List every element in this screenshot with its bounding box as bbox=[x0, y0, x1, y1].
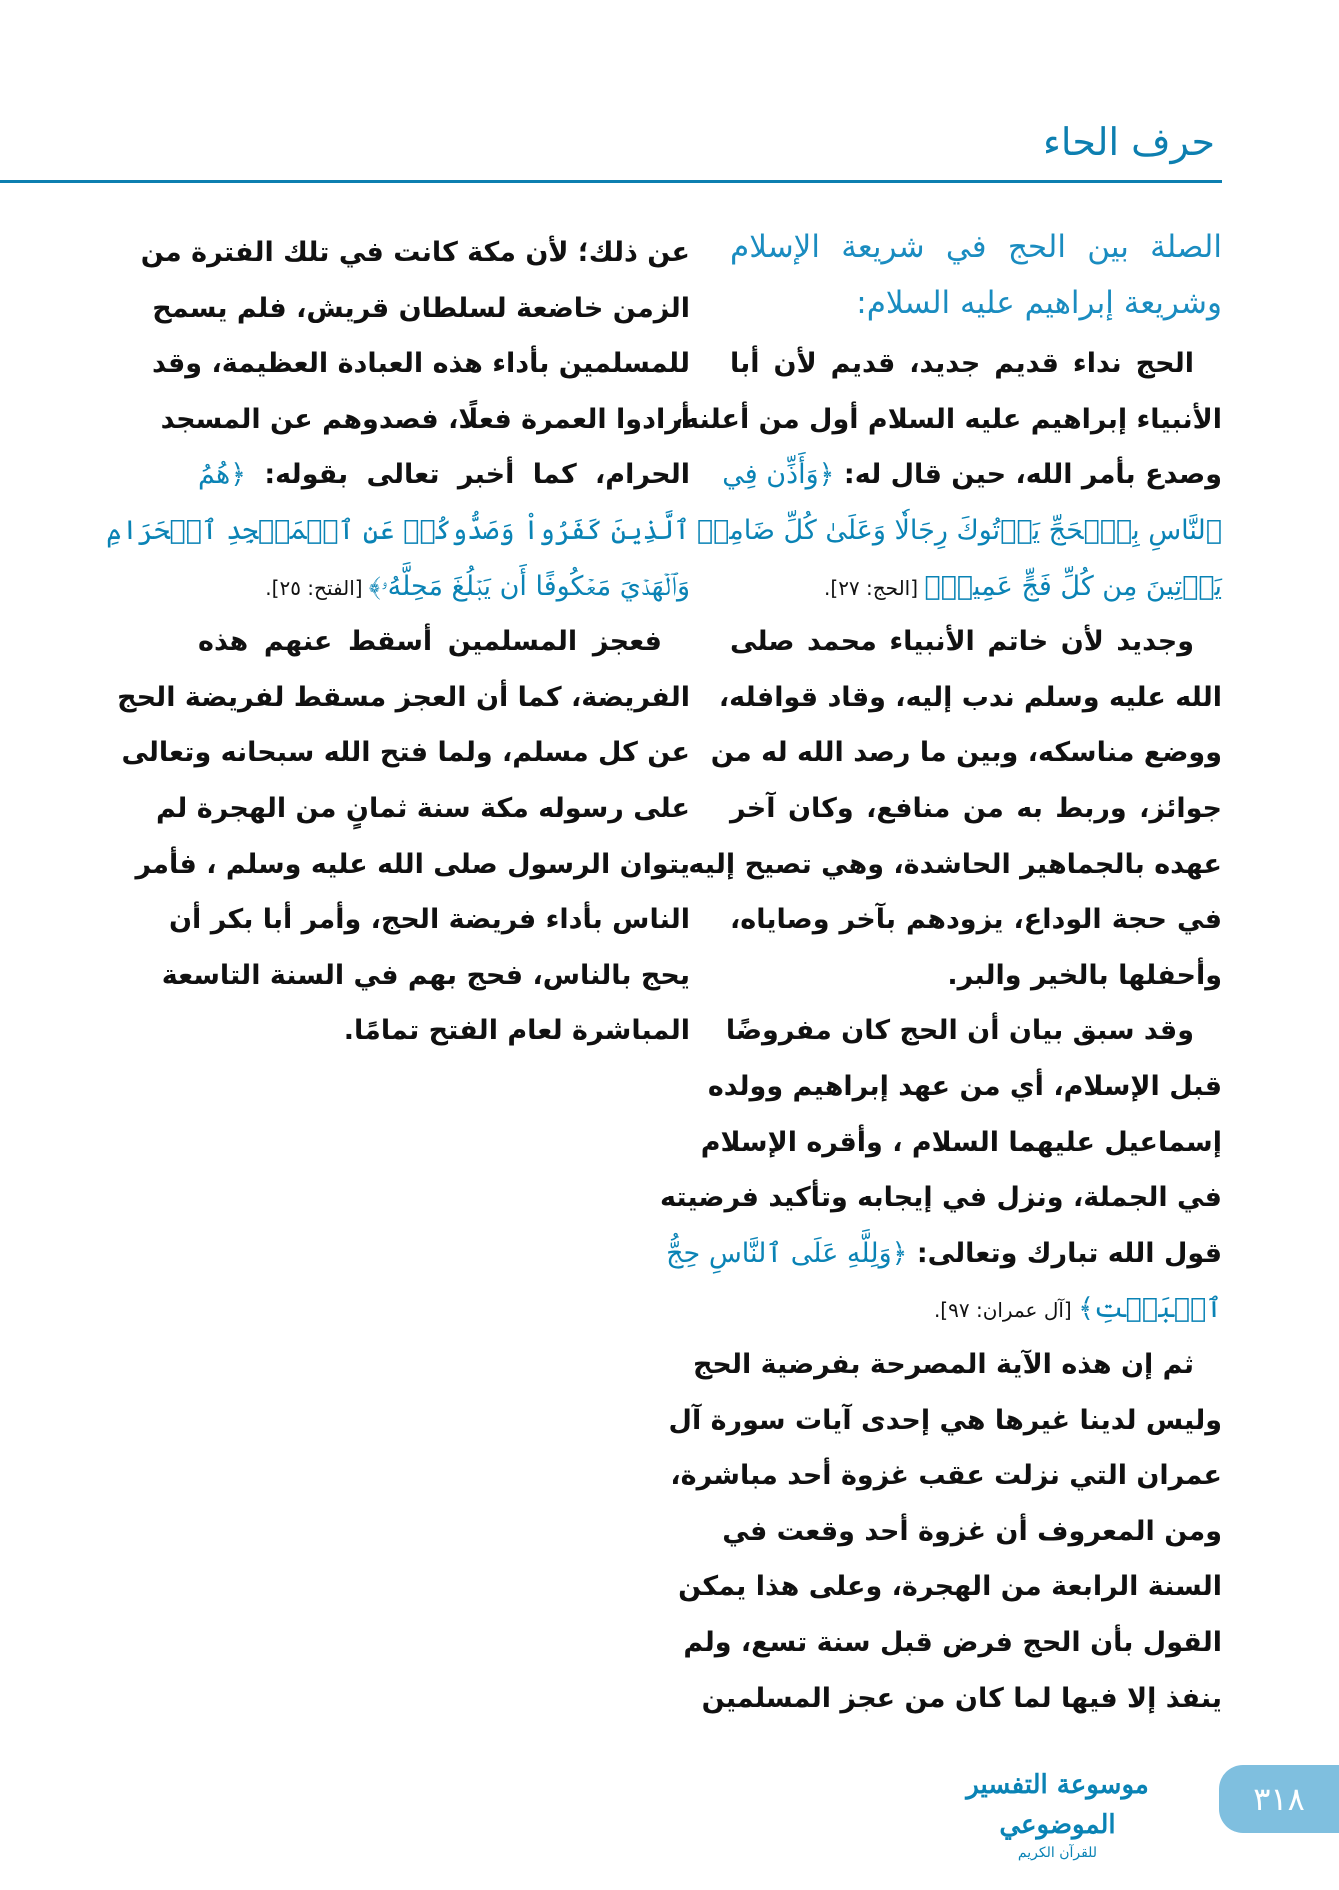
text-line bbox=[106, 506, 690, 556]
text-line bbox=[692, 1340, 1222, 1390]
text-line bbox=[722, 450, 1222, 500]
text-segment: الصلة بين الحج في شريعة الإسلام bbox=[730, 229, 1222, 265]
text-segment: ثم إن هذه الآية المصرحة بفرضية الحج bbox=[692, 1349, 1194, 1380]
text-segment: ينفذ إلا فيها لما كان من عجز المسلمين bbox=[701, 1682, 1222, 1714]
text-line bbox=[659, 1173, 1222, 1223]
text-line bbox=[198, 450, 690, 500]
header-divider bbox=[0, 180, 1222, 183]
text-segment: فعجز المسلمين أسقط عنهم هذه bbox=[198, 626, 662, 658]
text-segment: وليس لدينا غيرها هي إحدى آيات سورة آل bbox=[668, 1404, 1222, 1436]
text-segment: عن كل مسلم، ولما فتح الله سبحانه وتعالى bbox=[121, 737, 690, 769]
text-segment: وأحفلها بالخير والبر. bbox=[947, 959, 1222, 991]
text-segment: في حجة الوداع، يزودهم بآخر وصاياه، bbox=[730, 904, 1222, 936]
text-segment: عهده بالجماهير الحاشدة، وهي تصيح إليه bbox=[688, 848, 1222, 880]
text-segment: القول بأن الحج فرض قبل سنة تسع، ولم bbox=[683, 1627, 1222, 1658]
text-segment: عمران التي نزلت عقب غزوة أحد مباشرة، bbox=[670, 1460, 1222, 1492]
text-segment: وشريعة إبراهيم عليه السلام: bbox=[856, 284, 1222, 321]
text-segment: الله عليه وسلم ندب إليه، وقاد قوافله، bbox=[718, 681, 1222, 713]
quran-verse: ٱلۡبَيۡتِ﴾ bbox=[1078, 1293, 1222, 1325]
text-line bbox=[117, 673, 690, 723]
text-segment: المباشرة لعام الفتح تمامًا. bbox=[343, 1015, 690, 1047]
quran-verse: ٱلَّذِينَ كَفَرُواْ وَصَدُّوكُمۡ عَنِ ٱلۡمَسۡجِدِ ٱلۡحَرَامِ bbox=[106, 515, 690, 546]
verse-reference: [الفتح: ٢٥]. bbox=[265, 575, 369, 600]
text-line bbox=[700, 1118, 1222, 1168]
encyclopedia-logo bbox=[935, 1765, 1180, 1861]
text-line bbox=[121, 728, 690, 778]
quran-verse: ﴿وَأَذِّن فِي bbox=[722, 459, 835, 491]
text-segment: ومن المعروف أن غزوة أحد وقعت في bbox=[722, 1515, 1222, 1547]
text-line bbox=[198, 1006, 690, 1056]
text-line bbox=[730, 339, 1222, 389]
text-segment: وجديد لأن خاتم الأنبياء محمد صلى bbox=[730, 626, 1194, 658]
text-line bbox=[710, 728, 1222, 778]
text-segment: قول الله تبارك وتعالى: bbox=[907, 1237, 1222, 1269]
text-segment: السنة الرابعة من الهجرة، وعلى هذا يمكن bbox=[678, 1571, 1222, 1603]
text-line bbox=[670, 1451, 1222, 1501]
section-heading-line bbox=[730, 222, 1222, 272]
text-line bbox=[730, 895, 1222, 945]
text-line bbox=[696, 506, 1222, 556]
section-heading-line bbox=[730, 278, 1222, 328]
text-line bbox=[161, 951, 690, 1001]
text-line bbox=[155, 784, 690, 834]
text-segment: جوائز، وربط به من منافع، وكان آخر bbox=[730, 793, 1222, 824]
text-line bbox=[730, 562, 1222, 612]
page-number-badge bbox=[1219, 1765, 1339, 1833]
verse-reference: [الحج: ٢٧]. bbox=[824, 575, 925, 600]
text-segment: الفريضة، كما أن العجز مسقط لفريضة الحج bbox=[117, 681, 690, 713]
text-segment: على رسوله مكة سنة ثمانٍ من الهجرة لم bbox=[155, 793, 690, 824]
text-segment: وقد سبق بيان أن الحج كان مفروضًا bbox=[725, 1015, 1194, 1047]
chapter-title: حرف الحاء bbox=[1042, 120, 1215, 164]
text-line bbox=[152, 339, 690, 389]
text-line bbox=[683, 1618, 1222, 1668]
text-line bbox=[140, 228, 690, 278]
text-line bbox=[160, 395, 690, 445]
text-segment: وصدع بأمر الله، حين قال له: bbox=[834, 459, 1222, 491]
logo-title: موسوعة التفسير الموضوعي bbox=[966, 1770, 1149, 1840]
text-line bbox=[718, 673, 1222, 723]
text-segment: للمسلمين بأداء هذه العبادة العظيمة، وقد bbox=[152, 348, 690, 380]
text-segment: يحج بالناس، فحج بهم في السنة التاسعة bbox=[161, 959, 690, 991]
quran-verse: يَأۡتِينَ مِن كُلِّ فَجٍّ عَمِيقٖ﴾ bbox=[924, 570, 1222, 602]
text-line bbox=[672, 395, 1222, 445]
text-segment: ووضع مناسكه، وبين ما رصد الله له من bbox=[710, 737, 1222, 769]
text-segment: أرادوا العمرة فعلًا، فصدوهم عن المسجد bbox=[160, 403, 690, 435]
text-line bbox=[730, 951, 1222, 1001]
text-line bbox=[701, 1674, 1222, 1724]
text-line bbox=[152, 284, 690, 334]
quran-verse: وَٱلۡهَدۡيَ مَعۡكُوفًا أَن يَبۡلُغَ مَحِلَّهُۥ﴾ bbox=[368, 570, 690, 602]
text-line bbox=[169, 895, 690, 945]
quran-verse: ٱلنَّاسِ بِٱلۡحَجِّ يَأۡتُوكَ رِجَالٗا وَعَلَىٰ كُلِّ ضَامِرٖ bbox=[696, 515, 1222, 546]
text-line bbox=[730, 1284, 1222, 1334]
text-line bbox=[725, 1006, 1222, 1056]
text-segment: عن ذلك؛ لأن مكة كانت في تلك الفترة من bbox=[140, 237, 690, 268]
verse-reference: [آل عمران: ٩٧]. bbox=[933, 1298, 1079, 1323]
text-line bbox=[135, 840, 690, 890]
logo-subtitle: للقرآن الكريم bbox=[1017, 1845, 1098, 1861]
text-segment: يتوان الرسول صلى الله عليه وسلم ، فأمر bbox=[135, 848, 690, 880]
text-line bbox=[707, 1062, 1222, 1112]
text-segment: قبل الإسلام، أي من عهد إبراهيم وولده bbox=[707, 1071, 1222, 1102]
text-segment: الحج نداء قديم جديد، قديم لأن أبا bbox=[730, 348, 1194, 380]
text-segment: الزمن خاضعة لسلطان قريش، فلم يسمح bbox=[152, 292, 690, 324]
text-segment: الأنبياء إبراهيم عليه السلام أول من أعلنه، bbox=[672, 403, 1222, 435]
text-line bbox=[678, 1562, 1222, 1612]
text-line bbox=[198, 617, 690, 667]
text-line bbox=[730, 617, 1222, 667]
text-line bbox=[198, 562, 690, 612]
text-segment: إسماعيل عليهما السلام ، وأقره الإسلام bbox=[700, 1126, 1222, 1158]
text-line bbox=[722, 1507, 1222, 1557]
quran-verse: ﴿وَلِلَّهِ عَلَى ٱلنَّاسِ حِجُّ bbox=[666, 1237, 908, 1269]
text-line bbox=[666, 1229, 1222, 1279]
text-line bbox=[688, 840, 1222, 890]
quran-verse: ﴿هُمُ bbox=[198, 459, 247, 491]
text-segment: الحرام، كما أخبر تعالى بقوله: bbox=[246, 459, 690, 491]
text-line bbox=[730, 784, 1222, 834]
text-segment: في الجملة، ونزل في إيجابه وتأكيد فرضيته bbox=[659, 1182, 1222, 1214]
page-number: ٣١٨ bbox=[1253, 1780, 1305, 1818]
text-line bbox=[668, 1396, 1222, 1446]
text-segment: الناس بأداء فريضة الحج، وأمر أبا بكر أن bbox=[169, 904, 690, 936]
